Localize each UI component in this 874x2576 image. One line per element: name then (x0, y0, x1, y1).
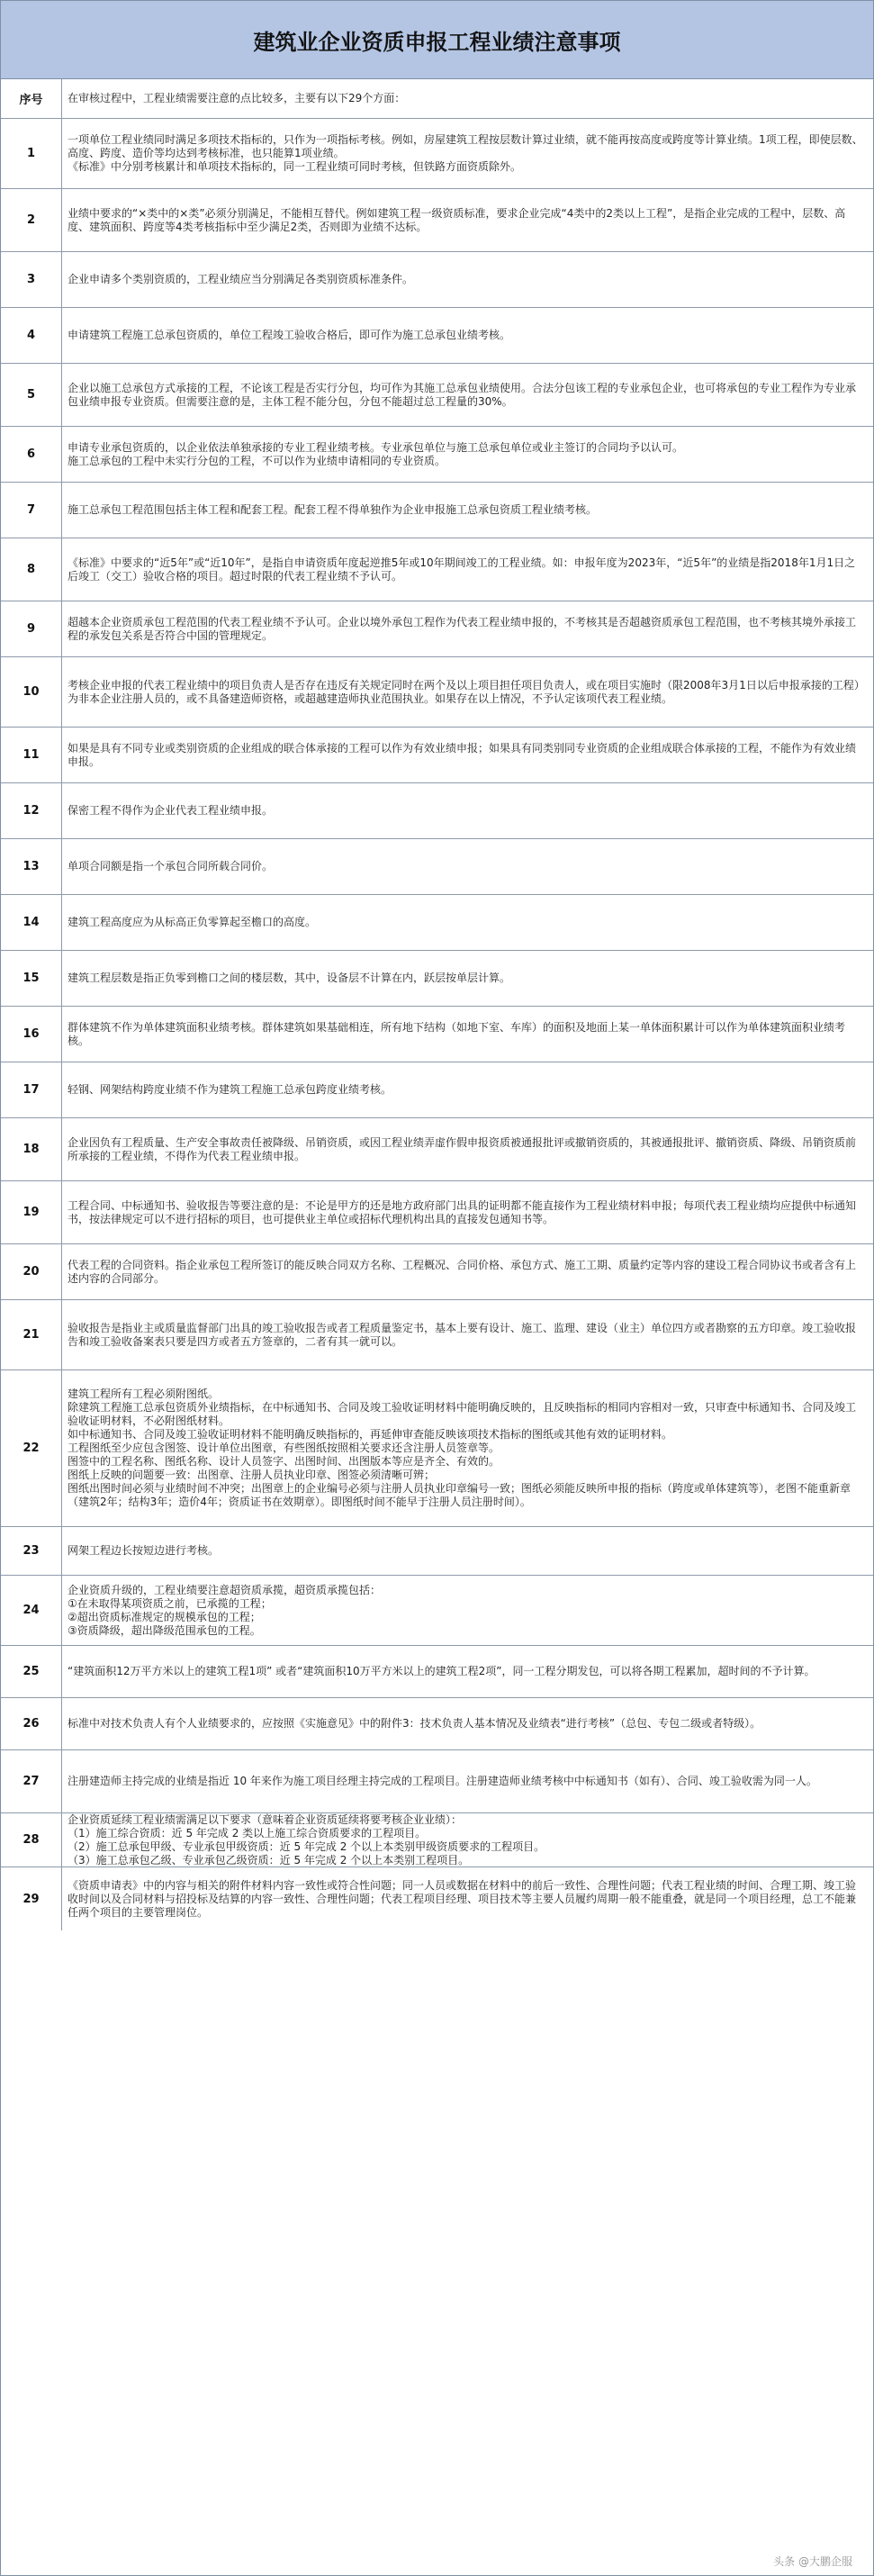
row-text-line: 图纸出图时间必须与业绩时间不冲突；出图章上的企业编号必须与注册人员执业印章编号一致；图纸必须能反映所申报的指标（跨度或单体建筑等），老图不能重新章（建筑2年；结构3年；造价4年；资质证书在效期章）。即图纸时间不能早于注册人员注册时间）。 (68, 1482, 851, 1508)
row-text (62, 1300, 873, 1369)
table-row (1, 1370, 873, 1527)
row-text-line: 施工总承包工程范围包括主体工程和配套工程。配套工程不得单独作为企业申报施工总承包资质工程业绩考核。 (68, 503, 598, 516)
row-text-line: 图签中的工程名称、图纸名称、设计人员签字、出图时间、出图版本等应是齐全、有效的。 (68, 1455, 500, 1468)
row-number: 20 (1, 1244, 62, 1299)
row-text (62, 1646, 873, 1697)
table-body (1, 119, 873, 1930)
row-text-line: 除建筑工程施工总承包资质外业绩指标，在中标通知书、合同及竣工验收证明材料中能明确反映的，且反映指标的相同内容相对一致，只审查中标通知书、合同及竣工验收证明材料，不必附图纸材料。 (68, 1401, 857, 1427)
table-row (1, 189, 873, 252)
row-text (62, 1007, 873, 1062)
row-number: 9 (1, 601, 62, 656)
table-row (1, 308, 873, 364)
row-text-line: 业绩中要求的“×类中的×类”必须分别满足，不能相互替代。例如建筑工程一级资质标准，要求企业完成“4类中的2类以上工程”，是指企业完成的工程中，层数、高度、建筑面积、跨度等4类考核指标中至少满足2类，否则即为业绩不达标。 (68, 206, 846, 233)
table-row (1, 119, 873, 189)
table-row (1, 1867, 873, 1930)
row-number: 19 (1, 1181, 62, 1243)
row-text-line: ③资质降级，超出降级范围承包的工程。 (68, 1623, 261, 1637)
row-text-line: 群体建筑不作为单体建筑面积业绩考核。群体建筑如果基础相连，所有地下结构（如地下室、车库）的面积及地面上某一单体面积累计可以作为单体建筑面积业绩考核。 (68, 1020, 846, 1047)
row-text (62, 1370, 873, 1526)
row-text-line: 《标准》中分别考核累计和单项技术指标的，同一工程业绩可同时考核，但铁路方面资质除外。 (68, 160, 522, 173)
table-row (1, 1062, 873, 1118)
row-number: 6 (1, 427, 62, 482)
row-text (62, 839, 873, 894)
row-text-line: 工程图纸至少应包含图签、设计单位出图章，有些图纸按照相关要求还含注册人员签章等。 (68, 1442, 500, 1454)
row-text (62, 538, 873, 601)
row-text-line: （1）施工综合资质：近 5 年完成 2 类以上施工综合资质要求的工程项目。 (68, 1826, 427, 1839)
row-number: 5 (1, 364, 62, 426)
row-text-line: 超越本企业资质承包工程范围的代表工程业绩不予认可。企业以境外承包工程作为代表工程业绩申报的，不考核其是否超越资质承包工程范围，也不考核其境外承接工程的承发包关系是否符合中国的管理规定。 (68, 615, 857, 642)
row-text-line: 企业资质延续工程业绩需满足以下要求（意味着企业资质延续将要考核企业业绩）： (68, 1813, 463, 1826)
row-number: 22 (1, 1370, 62, 1526)
row-text-line: 申请建筑工程施工总承包资质的，单位工程竣工验收合格后，即可作为施工总承包业绩考核。 (68, 329, 511, 341)
table-row (1, 783, 873, 839)
row-number: 15 (1, 951, 62, 1006)
row-text-line: 轻钢、网架结构跨度业绩不作为建筑工程施工总承包跨度业绩考核。 (68, 1083, 392, 1096)
table-row (1, 1750, 873, 1813)
row-number: 11 (1, 728, 62, 782)
row-text (62, 951, 873, 1006)
row-number: 26 (1, 1698, 62, 1749)
row-number: 8 (1, 538, 62, 601)
row-text (62, 1527, 873, 1575)
row-number: 17 (1, 1062, 62, 1117)
row-number: 14 (1, 895, 62, 950)
row-text-line: 企业申请多个类别资质的，工程业绩应当分别满足各类别资质标准条件。 (68, 273, 414, 285)
row-text-line: ②超出资质标准规定的规模承包的工程； (68, 1610, 261, 1623)
header-label: 序号 (1, 79, 62, 118)
row-text-line: 单项合同额是指一个承包合同所载合同价。 (68, 860, 274, 872)
row-text-line: 代表工程的合同资料。指企业承包工程所签订的能反映合同双方名称、工程概况、合同价格、承包方式、施工工期、质量约定等内容的建设工程合同协议书或者含有上述内容的合同部分。 (68, 1258, 857, 1285)
row-text-line: （2）施工总承包甲级、专业承包甲级资质：近 5 年完成 2 个以上本类别甲级资质要求的工程项目。 (68, 1839, 545, 1853)
row-number: 4 (1, 308, 62, 363)
row-text (62, 895, 873, 950)
header-text: 在审核过程中，工程业绩需要注意的点比较多，主要有以下29个方面： (68, 92, 406, 104)
table-row (1, 839, 873, 895)
row-text-line: ①在未取得某项资质之前，已承揽的工程； (68, 1596, 272, 1610)
table-header-row (1, 79, 873, 119)
table-row (1, 364, 873, 427)
table-row (1, 1698, 873, 1750)
row-text-line: 考核企业申报的代表工程业绩中的项目负责人是否存在违反有关规定同时在两个及以上项目担任项目负责人，或在项目实施时（限2008年3月1日以后申报承接的工程）为非本企业注册人员的，或不具备建造师资格，或超越建造师执业范围执业。如果存在以上情况，不予认定该项代表工程业绩。 (68, 678, 865, 705)
row-text (62, 364, 873, 426)
row-text-line: 企业资质升级的，工程业绩要注意超资质承揽，超资质承揽包括： (68, 1583, 382, 1596)
table-row (1, 895, 873, 951)
row-number: 18 (1, 1118, 62, 1180)
row-number: 27 (1, 1750, 62, 1812)
table-row (1, 1576, 873, 1646)
table-row (1, 1527, 873, 1576)
table-row (1, 1813, 873, 1867)
row-text-line: “建筑面积12万平方米以上的建筑工程1项” 或者“建筑面积10万平方米以上的建筑工程2项”，同一工程分期发包，可以将各期工程累加，超时间的不予计算。 (68, 1665, 815, 1677)
table-row (1, 538, 873, 601)
row-number: 23 (1, 1527, 62, 1575)
row-text (62, 728, 873, 782)
row-text (62, 483, 873, 538)
row-text-line: 如中标通知书、合同及竣工验收证明材料不能明确反映指标的，再延伸审查能反映该项技术指标的图纸或其他有效的证明材料。 (68, 1428, 673, 1441)
row-text (62, 1181, 873, 1243)
row-text (62, 1698, 873, 1749)
row-text-line: 企业因负有工程质量、生产安全事故责任被降级、吊销资质，或因工程业绩弄虚作假申报资质被通报批评或撤销资质的，其被通报批评、撤销资质、降级、吊销资质前所承接的工程业绩，不得作为代表工程业绩申报。 (68, 1135, 857, 1162)
row-text-line: 《标准》中要求的“近5年”或“近10年”，是指自申请资质年度起逆推5年或10年期间竣工的工程业绩。如：申报年度为2023年，“近5年”的业绩是指2018年1月1日之后竣工（交工）验收合格的项目。超过时限的代表工程业绩不予认可。 (68, 556, 856, 583)
row-number: 1 (1, 119, 62, 188)
row-text-line: 一项单位工程业绩同时满足多项技术指标的，只作为一项指标考核。例如，房屋建筑工程按层数计算过业绩，就不能再按高度或跨度等计算业绩。1项工程，即使层数、高度、跨度、造价等均达到考核标准，也只能算1项业绩。 (68, 133, 863, 159)
row-number: 13 (1, 839, 62, 894)
table-row (1, 951, 873, 1007)
page-title: 建筑业企业资质申报工程业绩注意事项 (1, 1, 873, 79)
row-text-line: 网架工程边长按短边进行考核。 (68, 1544, 220, 1557)
row-text (62, 783, 873, 838)
row-text (62, 1750, 873, 1812)
row-text (62, 1244, 873, 1299)
row-text (62, 119, 873, 188)
row-text-line: 建筑工程层数是指正负零到檐口之间的楼层数，其中，设备层不计算在内，跃层按单层计算。 (68, 972, 511, 984)
row-text (62, 1867, 873, 1930)
row-text (62, 1118, 873, 1180)
row-text-line: 工程合同、中标通知书、验收报告等要注意的是：不论是甲方的还是地方政府部门出具的证明都不能直接作为工程业绩材料申报；每项代表工程业绩均应提供中标通知书，按法律规定可以不进行招标的项目，也可提供业主单位或招标代理机构出具的直接发包通知书等。 (68, 1198, 857, 1225)
row-text-line: （3）施工总承包乙级、专业承包乙级资质：近 5 年完成 2 个以上本类别工程项目。 (68, 1853, 470, 1866)
table-row (1, 1300, 873, 1370)
row-text (62, 1813, 873, 1866)
table-row (1, 483, 873, 538)
table-row (1, 601, 873, 657)
row-text-line: 企业以施工总承包方式承接的工程，不论该工程是否实行分包，均可作为其施工总承包业绩使用。合法分包该工程的专业承包企业，也可将承包的专业工程作为专业承包业绩申报专业资质。但需要注意的是，主体工程不能分包，分包不能超过总工程量的30%。 (68, 381, 857, 408)
table-row (1, 1646, 873, 1698)
row-text (62, 1062, 873, 1117)
row-text-line: 验收报告是指业主或质量监督部门出具的竣工验收报告或者工程质量鉴定书，基本上要有设计、施工、监理、建设（业主）单位四方或者勘察的五方印章。竣工验收报告和竣工验收备案表只要是四方或者五方签章的，二者有其一就可以。 (68, 1321, 857, 1348)
row-text-line: 如果是具有不同专业或类别资质的企业组成的联合体承接的工程可以作为有效业绩申报；如果具有同类别同专业资质的企业组成联合体承接的工程，不能作为有效业绩申报。 (68, 741, 857, 768)
row-text (62, 308, 873, 363)
table-row (1, 1181, 873, 1244)
table-row (1, 657, 873, 728)
row-text (62, 252, 873, 307)
row-number: 7 (1, 483, 62, 538)
table-row (1, 1007, 873, 1062)
row-text (62, 427, 873, 482)
row-text-line: 图纸上反映的问题要一致：出图章、注册人员执业印章、图签必须清晰可辨； (68, 1469, 436, 1481)
row-number: 28 (1, 1813, 62, 1866)
table-row (1, 427, 873, 483)
row-text-line: 注册建造师主持完成的业绩是指近 10 年来作为施工项目经理主持完成的工程项目。注册建造师业绩考核中中标通知书（如有）、合同、竣工验收需为同一人。 (68, 1775, 817, 1787)
row-number: 10 (1, 657, 62, 727)
row-number: 2 (1, 189, 62, 251)
row-text-line: 申请专业承包资质的，以企业依法单独承接的专业工程业绩考核。专业承包单位与施工总承包单位或业主签订的合同均予以认可。 (68, 440, 684, 454)
row-text-line: 建筑工程高度应为从标高正负零算起至檐口的高度。 (68, 916, 317, 928)
table-row (1, 1244, 873, 1300)
row-text (62, 601, 873, 656)
row-text-line: 施工总承包的工程中未实行分包的工程，不可以作为业绩申请相同的专业资质。 (68, 454, 446, 467)
row-number: 12 (1, 783, 62, 838)
row-number: 16 (1, 1007, 62, 1062)
table-row (1, 728, 873, 783)
row-number: 25 (1, 1646, 62, 1697)
watermark-text: 头条 @大鹏企服 (773, 2555, 852, 2568)
row-number: 21 (1, 1300, 62, 1369)
table-row (1, 252, 873, 308)
row-number: 29 (1, 1867, 62, 1930)
row-text (62, 657, 873, 727)
row-text-line: 《资质申请表》中的内容与相关的附件材料内容一致性或符合性问题；同一人员或数据在材料中的前后一致性、合理性问题；代表工程业绩的时间、合理工期、竣工验收时间以及合同材料与招投标及结算的内容一致性、合理性问题；代表工程项目经理、项目技术等主要人员履约周期一般不能重叠，就是同一个项目经理，总工不能兼任两个项目的主要管理岗位。 (68, 1878, 857, 1919)
row-text (62, 1576, 873, 1645)
row-number: 24 (1, 1576, 62, 1645)
table-row (1, 1118, 873, 1181)
row-text-line: 保密工程不得作为企业代表工程业绩申报。 (68, 804, 274, 817)
row-text-line: 建筑工程所有工程必须附图纸。 (68, 1387, 220, 1400)
row-text-line: 标准中对技术负责人有个人业绩要求的，应按照《实施意见》中的附件3：技术负责人基本情况及业绩表“进行考核”（总包、专包二级或者特级）。 (68, 1717, 761, 1730)
row-text (62, 189, 873, 251)
row-number: 3 (1, 252, 62, 307)
